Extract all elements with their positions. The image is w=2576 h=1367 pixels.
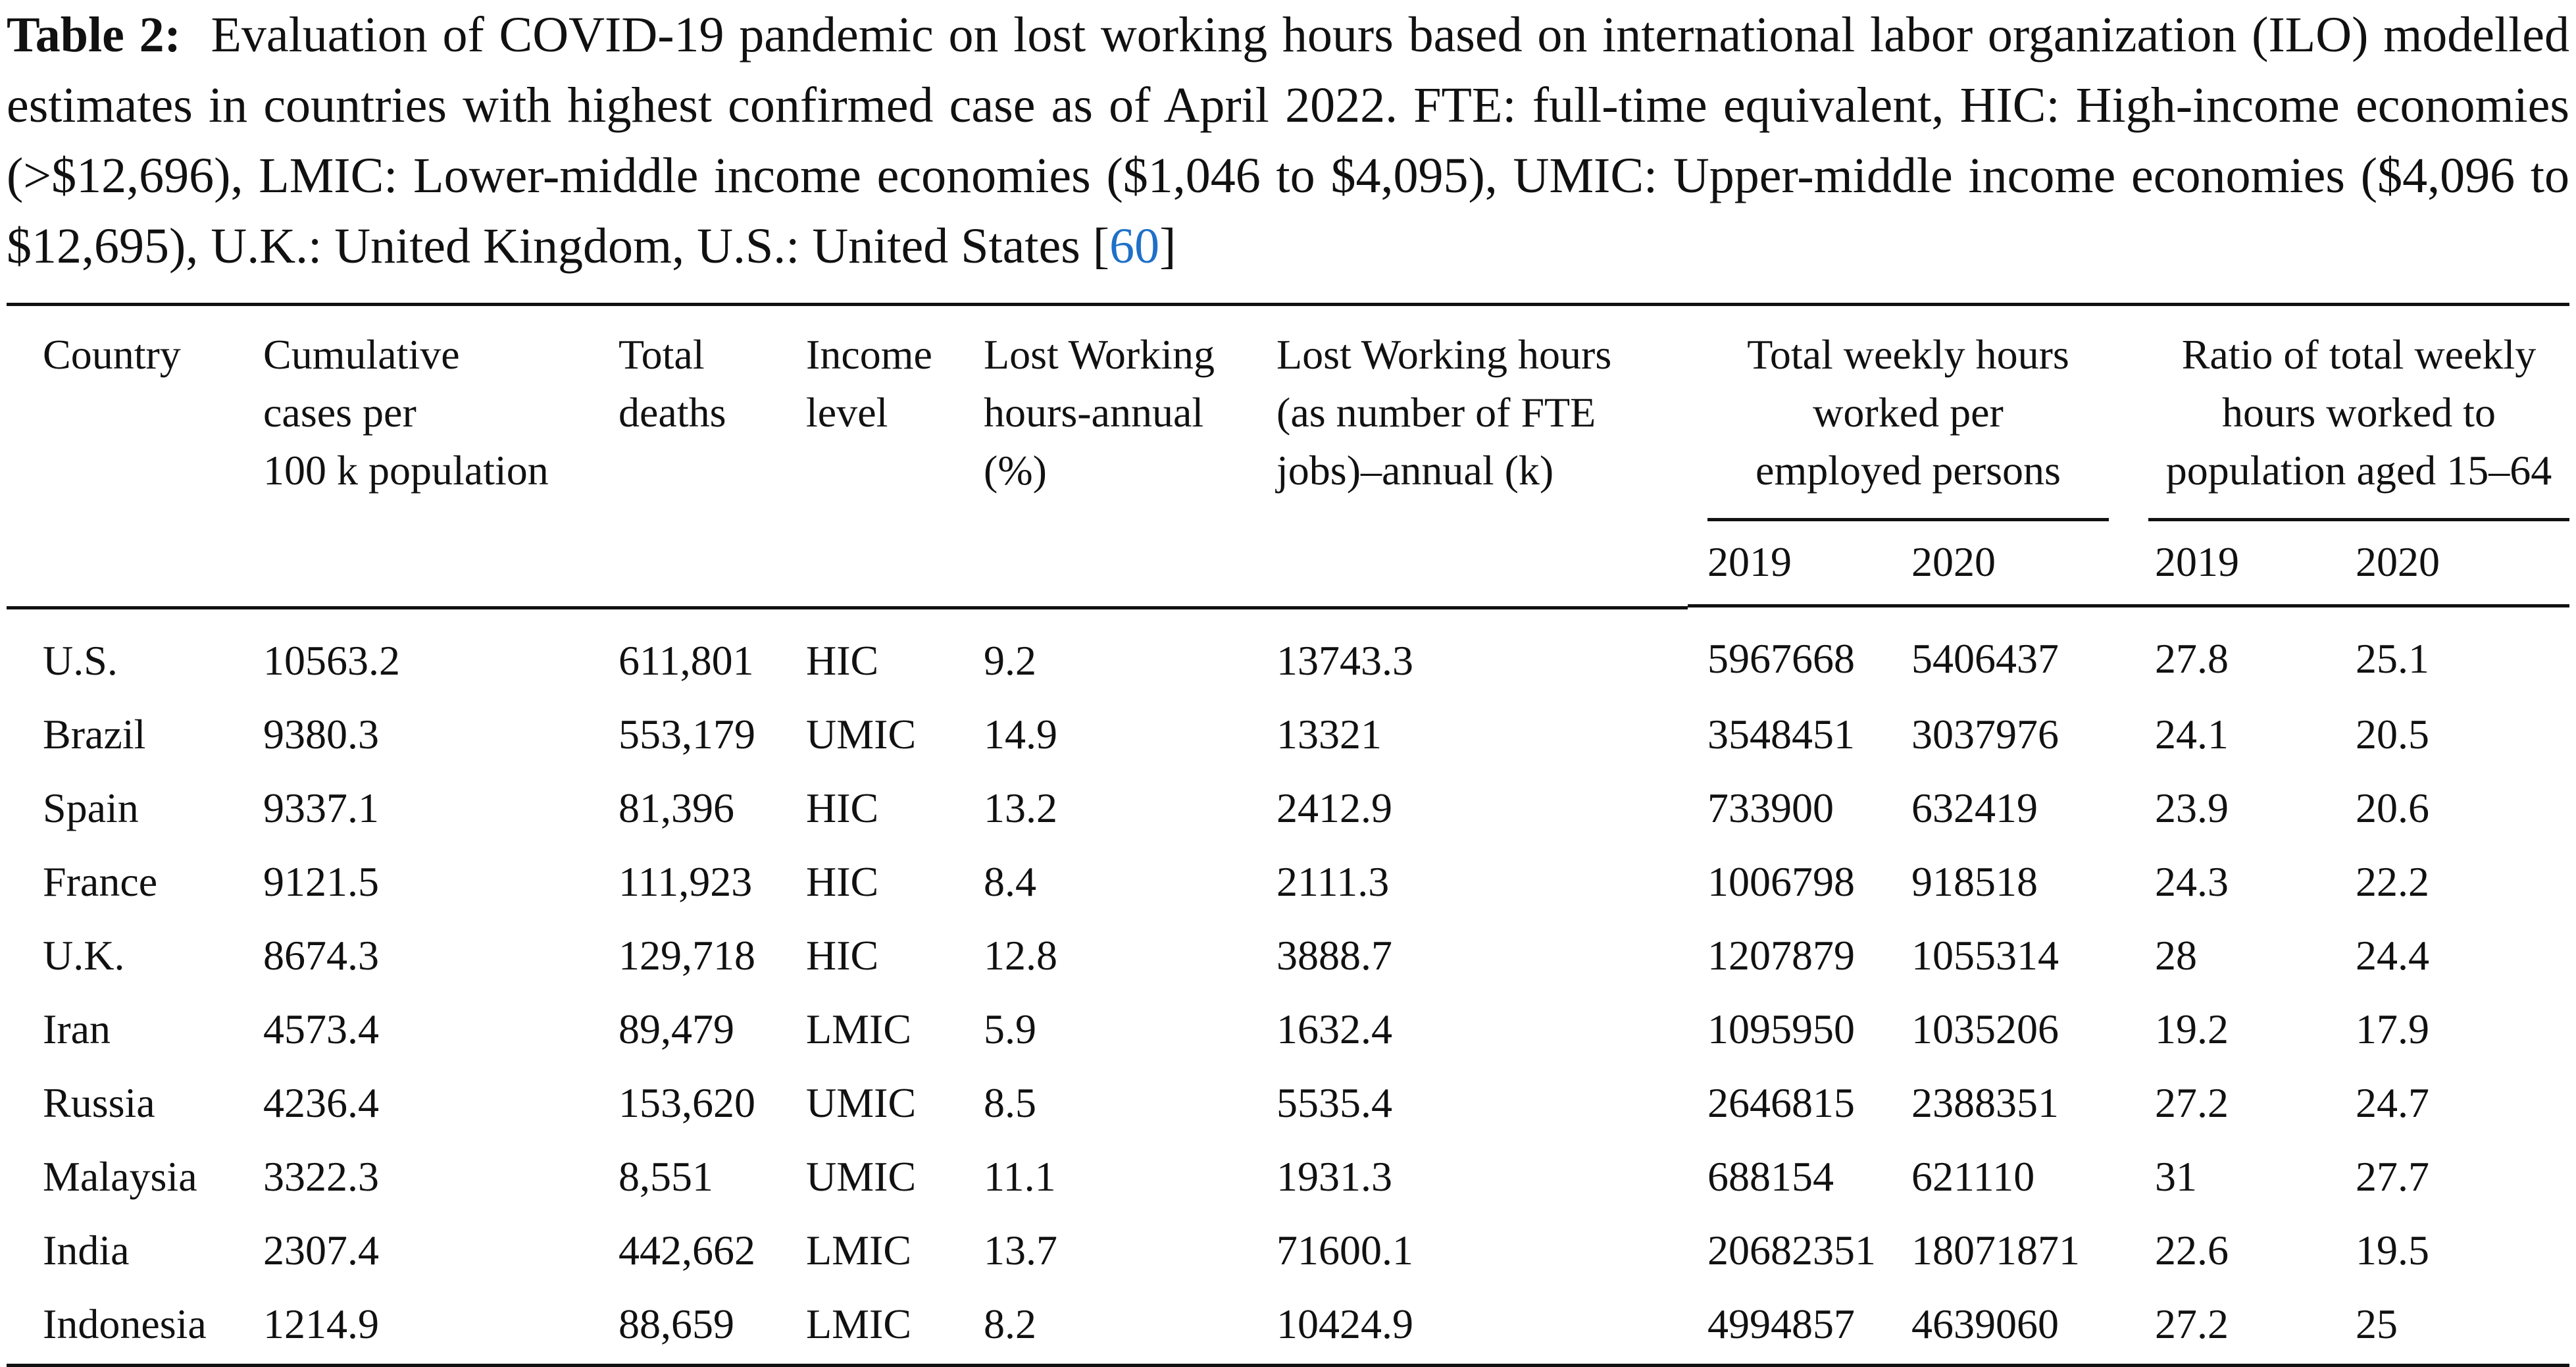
- table-row: [7, 1066, 2569, 1140]
- cell-weekly-2019: 1207879: [1707, 931, 1855, 979]
- header-ratio-line-1: Ratio of total weekly: [2181, 331, 2537, 378]
- ratio-group-rule: [2148, 326, 2569, 521]
- cell-lost-percent: 5.9: [984, 1005, 1036, 1052]
- cell-lost-fte: 10424.9: [1276, 1287, 1688, 1366]
- header-cases-line-2: cases per: [263, 389, 417, 436]
- cell-ratio-2019: 22.6: [2155, 1226, 2229, 1274]
- cell-lost-fte: 1632.4: [1276, 1005, 1392, 1052]
- weekly-hours-group-rule: [1707, 326, 2109, 521]
- cell-income: UMIC: [806, 1152, 917, 1200]
- header-pct-line-3: (%): [984, 447, 1047, 494]
- cell-ratio-2019: 24.1: [2155, 710, 2229, 758]
- cell-cases: 9380.3: [263, 710, 379, 758]
- cell-lost-percent: 11.1: [984, 1152, 1056, 1200]
- cell-weekly-2019: 688154: [1707, 1152, 1834, 1200]
- lost-working-hours-table: [7, 303, 2569, 1367]
- cell-lost-fte: 71600.1: [1276, 1226, 1413, 1274]
- cell-ratio-2020: 17.9: [2356, 1005, 2429, 1052]
- caption-close-bracket: ]: [1159, 219, 1176, 274]
- cell-cases: 1214.9: [263, 1287, 619, 1366]
- header-ratio-line-2: hours worked to: [2222, 389, 2496, 436]
- cell-deaths: 89,479: [619, 1005, 734, 1052]
- table-caption: [7, 0, 2569, 282]
- header-cases-line-3: 100 k population: [263, 447, 549, 494]
- cell-ratio-2020: 25: [2356, 1287, 2569, 1366]
- cell-ratio-2020: 20.6: [2356, 784, 2429, 831]
- table-label: Table 2:: [7, 7, 181, 63]
- cell-income: LMIC: [806, 1287, 984, 1366]
- cell-income: HIC: [806, 931, 879, 979]
- cell-ratio-2019: 27.2: [2135, 1287, 2356, 1366]
- cell-ratio-2020: 19.5: [2356, 1226, 2429, 1274]
- header-ratio-2019: 2019: [2135, 521, 2356, 606]
- cell-lost-percent: 13.2: [984, 784, 1057, 831]
- cell-deaths: 442,662: [619, 1226, 755, 1274]
- header-pct-line-1: Lost Working: [984, 331, 1215, 378]
- cell-weekly-2020: 4639060: [1911, 1287, 2135, 1366]
- cell-weekly-2020: 3037976: [1911, 710, 2059, 758]
- cell-lost-fte: 13321: [1276, 710, 1382, 758]
- cell-lost-fte: 5535.4: [1276, 1079, 1392, 1126]
- table-row: [7, 607, 2569, 698]
- cell-lost-percent: 12.8: [984, 931, 1057, 979]
- cell-country: Malaysia: [43, 1152, 197, 1200]
- cell-deaths: 553,179: [619, 710, 755, 758]
- cell-ratio-2020: 25.1: [2356, 635, 2429, 682]
- cell-deaths: 81,396: [619, 784, 734, 831]
- cell-weekly-2019: 2646815: [1707, 1079, 1855, 1126]
- cell-ratio-2020: 20.5: [2356, 710, 2429, 758]
- header-income-level: [806, 305, 984, 606]
- cell-weekly-2020: 1055314: [1911, 931, 2059, 979]
- cell-weekly-2020: 2388351: [1911, 1079, 2059, 1126]
- cell-income: LMIC: [806, 1226, 911, 1274]
- cell-income: HIC: [806, 784, 879, 831]
- cell-weekly-2019: 1006798: [1707, 858, 1855, 905]
- cell-deaths: 153,620: [619, 1079, 755, 1126]
- cell-weekly-2020: 18071871: [1911, 1226, 2080, 1274]
- header-ratio-2020: 2020: [2356, 521, 2569, 606]
- header-weekly-2019: 2019: [1688, 521, 1911, 606]
- cell-ratio-2019: 19.2: [2155, 1005, 2229, 1052]
- header-weekly-line-1: Total weekly hours: [1747, 331, 2069, 378]
- cell-lost-fte: 2412.9: [1276, 784, 1392, 831]
- header-cases-line-1: Cumulative: [263, 331, 460, 378]
- header-ratio-group: [2135, 305, 2569, 522]
- header-country: [7, 305, 263, 606]
- cell-country: Brazil: [43, 710, 146, 758]
- table-row: [7, 1140, 2569, 1214]
- cell-lost-fte: 1931.3: [1276, 1152, 1392, 1200]
- cell-weekly-2019: 733900: [1707, 784, 1834, 831]
- cell-cases: 10563.2: [263, 636, 400, 684]
- cell-ratio-2020: 24.7: [2356, 1079, 2429, 1126]
- cell-deaths: 88,659: [619, 1287, 806, 1366]
- cell-ratio-2019: 27.8: [2155, 635, 2229, 682]
- header-ratio-line-3: population aged 15–64: [2165, 447, 2552, 494]
- cell-lost-percent: 14.9: [984, 710, 1057, 758]
- table-row: [7, 993, 2569, 1066]
- table-body: [7, 607, 2569, 1365]
- cell-ratio-2019: 28: [2155, 931, 2197, 979]
- cell-income: UMIC: [806, 1079, 917, 1126]
- cell-ratio-2019: 23.9: [2155, 784, 2229, 831]
- cell-lost-fte: 2111.3: [1276, 858, 1390, 905]
- cell-country: Russia: [43, 1079, 155, 1126]
- cell-country: Iran: [43, 1005, 111, 1052]
- cell-weekly-2019: 3548451: [1707, 710, 1855, 758]
- cell-weekly-2020: 5406437: [1911, 635, 2059, 682]
- cell-lost-percent: 9.2: [984, 636, 1036, 684]
- cell-weekly-2020: 621110: [1911, 1152, 2035, 1200]
- cell-lost-fte: 13743.3: [1276, 636, 1413, 684]
- cell-cases: 4236.4: [263, 1079, 379, 1126]
- header-pct-line-2: hours-annual: [984, 389, 1204, 436]
- table-row: [7, 1287, 2569, 1366]
- table-row: [7, 845, 2569, 919]
- cell-weekly-2019: 5967668: [1707, 635, 1855, 682]
- cell-weekly-2019: 20682351: [1707, 1226, 1876, 1274]
- cell-deaths: 611,801: [619, 636, 754, 684]
- header-deaths-line-2: deaths: [619, 389, 726, 436]
- header-weekly-line-3: employed persons: [1755, 447, 2061, 494]
- table-row: [7, 1214, 2569, 1287]
- cell-country: U.S.: [43, 636, 118, 684]
- cell-income: HIC: [806, 858, 879, 905]
- header-country-label: Country: [43, 331, 181, 378]
- reference-link[interactable]: 60: [1109, 219, 1160, 274]
- cell-lost-percent: 8.5: [984, 1079, 1036, 1126]
- header-weekly-hours-group: [1688, 305, 2135, 522]
- cell-ratio-2019: 31: [2155, 1152, 2197, 1200]
- header-income-line-2: level: [806, 389, 888, 436]
- cell-weekly-2019: 4994857: [1688, 1287, 1911, 1366]
- cell-lost-percent: 8.4: [984, 858, 1036, 905]
- header-total-deaths: [619, 305, 806, 606]
- cell-deaths: 129,718: [619, 931, 755, 979]
- caption-text: Evaluation of COVID-19 pandemic on lost working hours based on international labor organization (ILO) modelled estimates in countries with highest confirmed case as of April 2022. FTE: full-time equivalent, HIC: High-income economies (>$12,696), LMIC: Lower-middle income economies ($1,046 to $4,095), UMIC: Upper-middle income economies ($4,096 to $12,695), U.K.: United Kingdom, U.S.: United States [: [7, 7, 2570, 274]
- cell-deaths: 111,923: [619, 858, 753, 905]
- header-weekly-line-2: worked per: [1813, 389, 2004, 436]
- cell-cases: 2307.4: [263, 1226, 379, 1274]
- cell-lost-percent: 13.7: [984, 1226, 1057, 1274]
- cell-ratio-2020: 22.2: [2356, 858, 2429, 905]
- cell-country: Indonesia: [7, 1287, 263, 1366]
- cell-country: U.K.: [43, 931, 125, 979]
- cell-cases: 4573.4: [263, 1005, 379, 1052]
- cell-ratio-2019: 27.2: [2155, 1079, 2229, 1126]
- cell-income: UMIC: [806, 710, 917, 758]
- cell-cases: 3322.3: [263, 1152, 379, 1200]
- cell-country: France: [43, 858, 158, 905]
- cell-ratio-2019: 24.3: [2155, 858, 2229, 905]
- cell-weekly-2019: 1095950: [1707, 1005, 1855, 1052]
- cell-ratio-2020: 24.4: [2356, 931, 2429, 979]
- header-weekly-2020: 2020: [1911, 521, 2135, 606]
- cell-weekly-2020: 1035206: [1911, 1005, 2059, 1052]
- cell-lost-fte: 3888.7: [1276, 931, 1392, 979]
- header-lost-hours-fte: [1276, 305, 1688, 606]
- cell-cases: 9337.1: [263, 784, 379, 831]
- header-fte-line-2: (as number of FTE: [1276, 389, 1596, 436]
- cell-cases: 8674.3: [263, 931, 379, 979]
- header-income-line-1: Income: [806, 331, 932, 378]
- header-lost-hours-percent: [984, 305, 1276, 606]
- cell-income: LMIC: [806, 1005, 911, 1052]
- header-cumulative-cases: [263, 305, 619, 606]
- cell-lost-percent: 8.2: [984, 1287, 1276, 1366]
- cell-deaths: 8,551: [619, 1152, 713, 1200]
- cell-cases: 9121.5: [263, 858, 379, 905]
- table-row: [7, 771, 2569, 845]
- cell-country: India: [43, 1226, 130, 1274]
- header-fte-line-1: Lost Working hours: [1276, 331, 1612, 378]
- header-deaths-line-1: Total: [619, 331, 705, 378]
- cell-ratio-2020: 27.7: [2356, 1152, 2429, 1200]
- header-fte-line-3: jobs)–annual (k): [1276, 447, 1554, 494]
- cell-weekly-2020: 632419: [1911, 784, 2038, 831]
- table-row: [7, 919, 2569, 993]
- cell-country: Spain: [43, 784, 139, 831]
- table-row: [7, 698, 2569, 771]
- cell-weekly-2020: 918518: [1911, 858, 2038, 905]
- cell-income: HIC: [806, 636, 879, 684]
